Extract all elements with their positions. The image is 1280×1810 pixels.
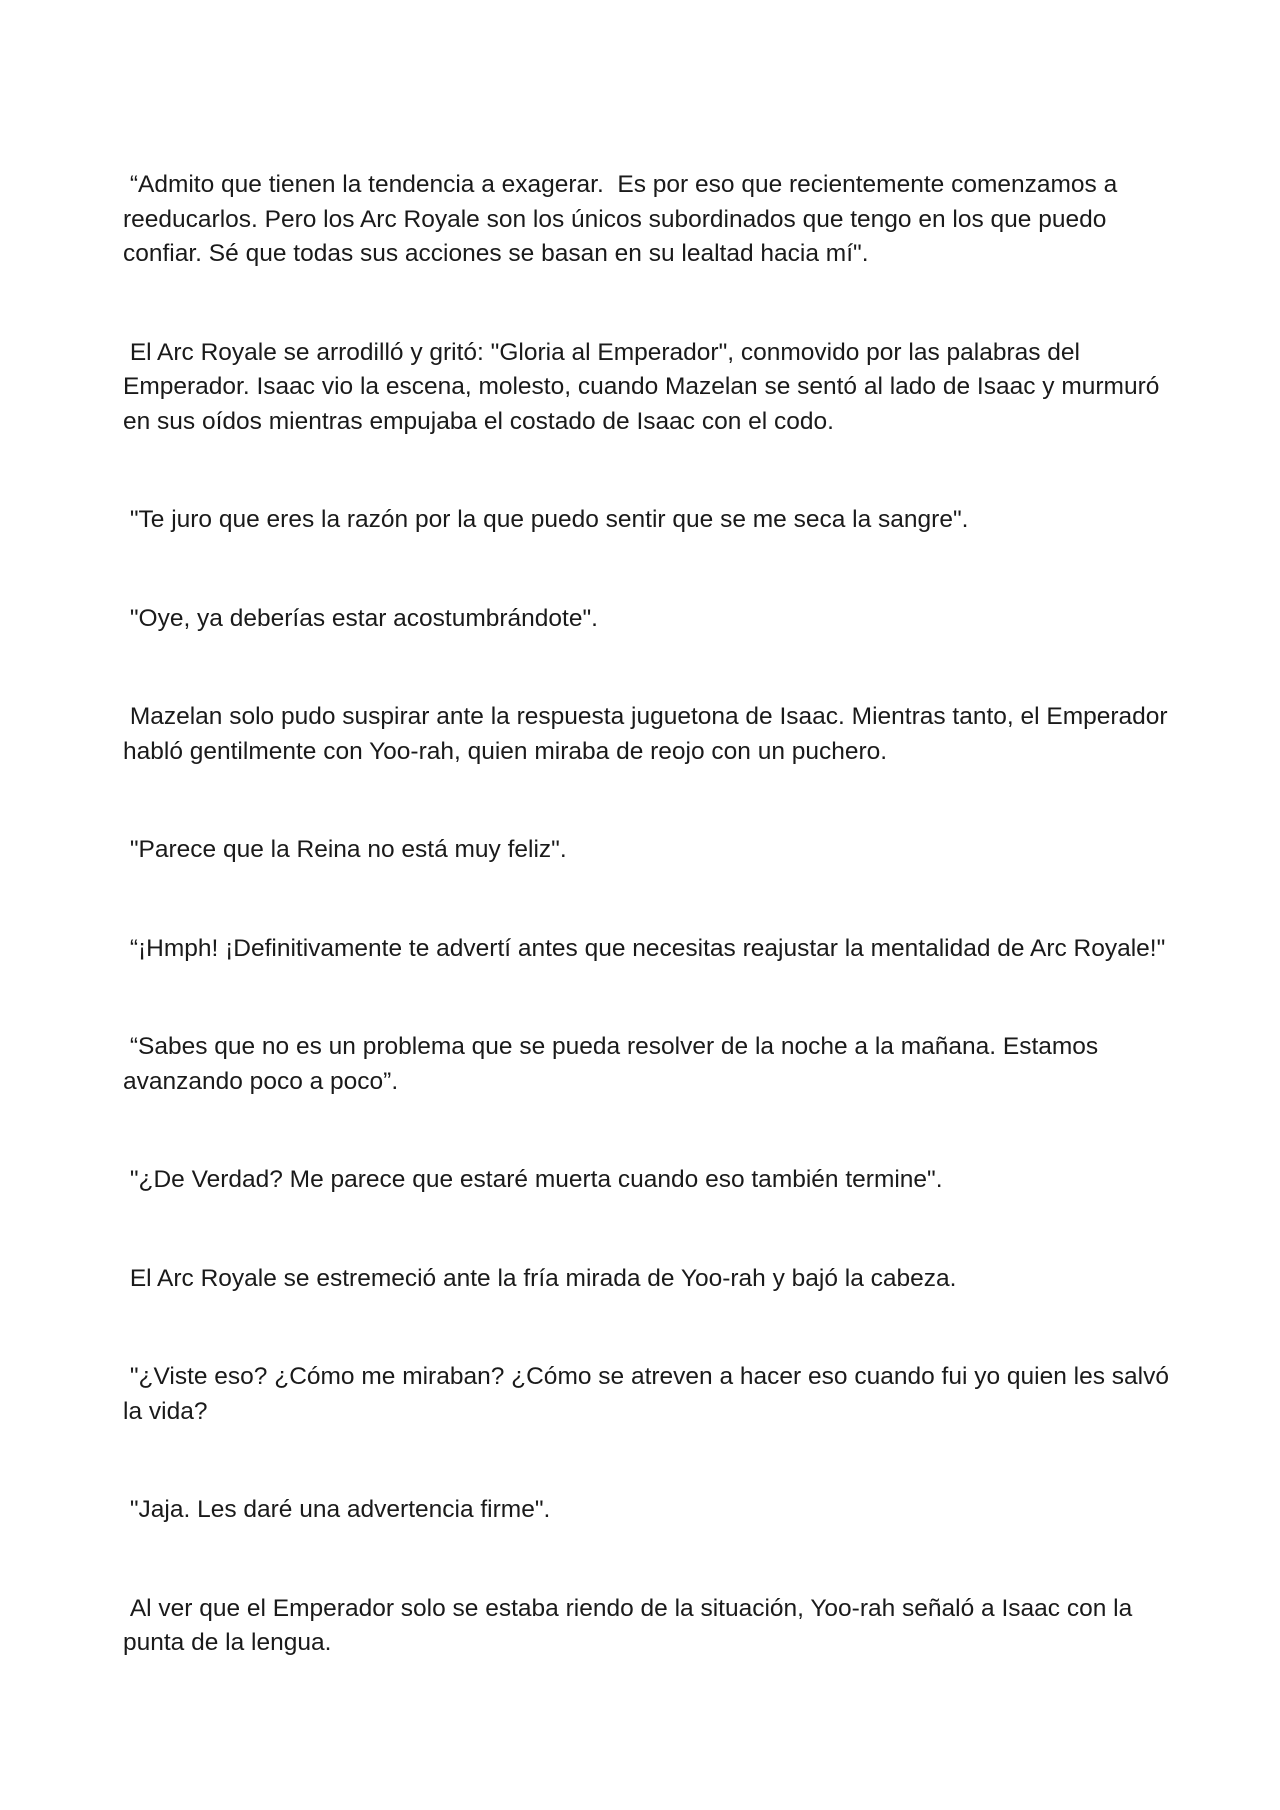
paragraph: Al ver que el Emperador solo se estaba riendo de la situación, Yoo-rah señaló a Isaac con la punta de la lengua. — [123, 1594, 1140, 1656]
paragraph: “Sabes que no es un problema que se pueda resolver de la noche a la mañana. Estamos avanzando poco a poco”. — [123, 1033, 1105, 1095]
paragraph: "Parece que la Reina no está muy feliz". — [123, 836, 567, 863]
paragraph: Mazelan solo pudo suspirar ante la respuesta juguetona de Isaac. Mientras tanto, el Emperador habló gentilmente con Yoo-rah, quien miraba de reojo con un puchero. — [123, 703, 1175, 765]
paragraph: "Te juro que eres la razón por la que puedo sentir que se me seca la sangre". — [123, 506, 969, 533]
paragraph: “¡Hmph! ¡Definitivamente te advertí antes que necesitas reajustar la mentalidad de Arc Royale!" — [123, 934, 1166, 962]
paragraph: "Oye, ya deberías estar acostumbrándote". — [123, 604, 598, 632]
paragraph: El Arc Royale se arrodilló y gritó: "Gloria al Emperador", conmovido por las palabras del Emperador. Isaac vio la escena, molesto, cuando Mazelan se sentó al lado de Isaac y murmuró en sus oídos mientras empujaba el costado de Isaac con el codo. — [123, 338, 1167, 435]
paragraph: “Admito que tienen la tendencia a exagerar. Es por eso que recientemente comenzamos a reeducarlos. Pero los Arc Royale son los únicos subordinados que tengo en los que puedo confiar. Sé que todas sus acciones se basan en su lealtad hacia mí". — [123, 171, 1125, 267]
document-body — [123, 168, 1183, 1661]
paragraph: "¿De Verdad? Me parece que estaré muerta cuando eso también termine". — [123, 1166, 943, 1193]
paragraph: El Arc Royale se estremeció ante la fría mirada de Yoo-rah y bajó la cabeza. — [123, 1264, 957, 1292]
paragraph: "¿Viste eso? ¿Cómo me miraban? ¿Cómo se atreven a hacer eso cuando fui yo quien les salvó la vida? — [123, 1363, 1176, 1425]
paragraph: "Jaja. Les daré una advertencia firme". — [123, 1496, 551, 1523]
